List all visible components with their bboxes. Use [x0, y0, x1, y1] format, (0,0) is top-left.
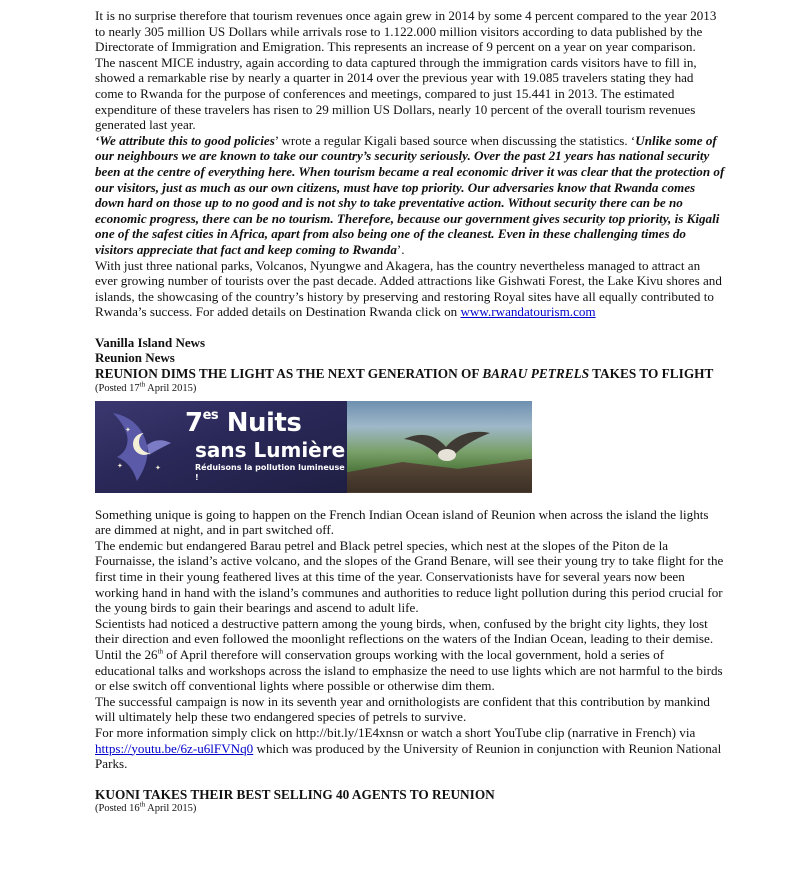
- paragraph: The nascent MICE industry, again according to data captured through the immigration cards visitors have to fill in, showed a remarkable rise by nearly a quarter in 2014 over the previous year with 19.085 travelers stating they had come to Rwanda for the purpose of conferences and meetings, compared to just 15.441 in 2013. The estimated expenditure of these travelers has risen to 29 million US Dollars, nearly 10 percent of the overall tourism revenues generated last year.: [95, 54, 697, 133]
- posted-date: (Posted 16th April 2015): [95, 800, 197, 815]
- quote-attribution: ’ wrote a regular Kigali based source when discussing the statistics. ‘: [274, 132, 636, 148]
- quote-paragraph: [95, 133, 725, 258]
- paragraph: The successful campaign is now in its seventh year and ornithologists are confident that this contribution by mankind will ultimately help these two endangered species of petrels to survive.: [95, 693, 710, 725]
- quote-lead: ‘We attribute this to good policies: [95, 132, 275, 148]
- paragraph: For more information simply click on http://bit.ly/1E4xnsn or watch a short YouTube clip (narrative in French) via https://youtu.be/6z-u6lFVNq0 which was produced by the University of Reunion in conjunction with Reunion National Parks.: [95, 724, 722, 772]
- section-heading-vanilla: Vanilla Island News: [95, 334, 206, 350]
- document-page: [95, 8, 725, 815]
- petrel-bird-icon: [402, 421, 492, 471]
- star-icon: ✦: [155, 463, 161, 472]
- posted-date: (Posted 17th April 2015): [95, 380, 197, 394]
- moon-icon: [139, 431, 161, 453]
- paragraph: Something unique is going to happen on the French Indian Ocean island of Reunion when across the island the lights are dimmed at night, and in part switched off.: [95, 506, 709, 538]
- spacer: [95, 320, 725, 335]
- section-heading-reunion: Reunion News: [95, 350, 175, 366]
- article-title: REUNION DIMS THE LIGHT AS THE NEXT GENERATION OF BARAU PETRELS TAKES TO FLIGHT: [95, 366, 714, 382]
- paragraph-text: With just three national parks, Volcanos, Nyungwe and Akagera, has the country nevertheless managed to attract an ever growing number of tourists over the past decade. Added attractions like Gishwati Forest, the Lake Kivu shores and islands, the showcasing of the country’s history by preserving and restoring Royal sites have all equally contributed to Rwanda’s success. For added details on Destination Rwanda click on: [95, 257, 722, 320]
- paragraph: [95, 258, 725, 320]
- rwanda-tourism-link[interactable]: www.rwandatourism.com: [460, 304, 596, 320]
- star-icon: ✦: [125, 425, 131, 434]
- star-icon: ✦: [117, 461, 123, 470]
- paragraph: It is no surprise therefore that tourism revenues once again grew in 2014 by some 4 percent compared to the year 2013 to nearly 305 million US Dollars while arrivals rose to 1.122.000 million visitors according to data published by the Directorate of Immigration and Emigration. This represents an increase of 9 percent on a year on year comparison.: [95, 8, 717, 55]
- paragraph: The endemic but endangered Barau petrel and Black petrel species, which nest at the slopes of the Piton de la Fournaisse, the island’s active volcano, and the slopes of the Grand Benare, will see their young try to take flight for the first time in their young feathered lives at this time of the year. Conservationists have for several years now been working hand in hand with the island’s communes and authorities to reduce light pollution during this period crucial for the young birds to gain their bearings and ascend to adult life.: [95, 537, 724, 616]
- youtube-link[interactable]: https://youtu.be/6z-u6lFVNq0: [95, 740, 254, 756]
- banner-photo-panel: [347, 401, 532, 493]
- banner-title: $7^{es}$ Nuits: [185, 407, 302, 438]
- campaign-banner-image: [95, 401, 532, 493]
- article-title: KUONI TAKES THEIR BEST SELLING 40 AGENTS TO REUNION: [95, 786, 495, 802]
- quote-body: Unlike some of our neighbours we are known to take our country’s security seriously. Over the past 21 years has national security been at the centre of everything here. When tourism became a real economic driver it was clear that the protection of our visitors, just as much as our own citizens, must have top priority. Our adversaries know that Rwanda comes down hard on those up to no good and is not shy to take preventative action. Without security there can be no economic progress, there can be no tourism. Therefore, because our government gives security top priority, is Kigali one of the safest cities in Africa, apart from also being one of the cleanest. Even in these challenging times do visitors appreciate that fact and keep coming to Rwanda: [95, 132, 725, 257]
- spacer: [95, 772, 725, 787]
- paragraph: Scientists had noticed a destructive pattern among the young birds, when, confused by the bright city lights, they lost their direction and even followed the moonlight reflections on the waters of the Indian Ocean, leading to their demise.: [95, 615, 714, 647]
- petrel-silhouette-icon: [103, 409, 173, 485]
- paragraph: Until the 26th of April therefore will conservation groups working with the local government, hold a series of educational talks and workshops across the island to emphasize the need to use lights which are not harmful to the birds or else switch off conventional lights where possible or otherwise dim them.: [95, 647, 723, 694]
- quote-close: ’.: [396, 241, 405, 257]
- banner-logo-panel: [95, 401, 347, 493]
- banner-tagline: Réduisons la pollution lumineuse !: [195, 462, 345, 482]
- banner-subtitle: sans Lumière: [195, 437, 346, 462]
